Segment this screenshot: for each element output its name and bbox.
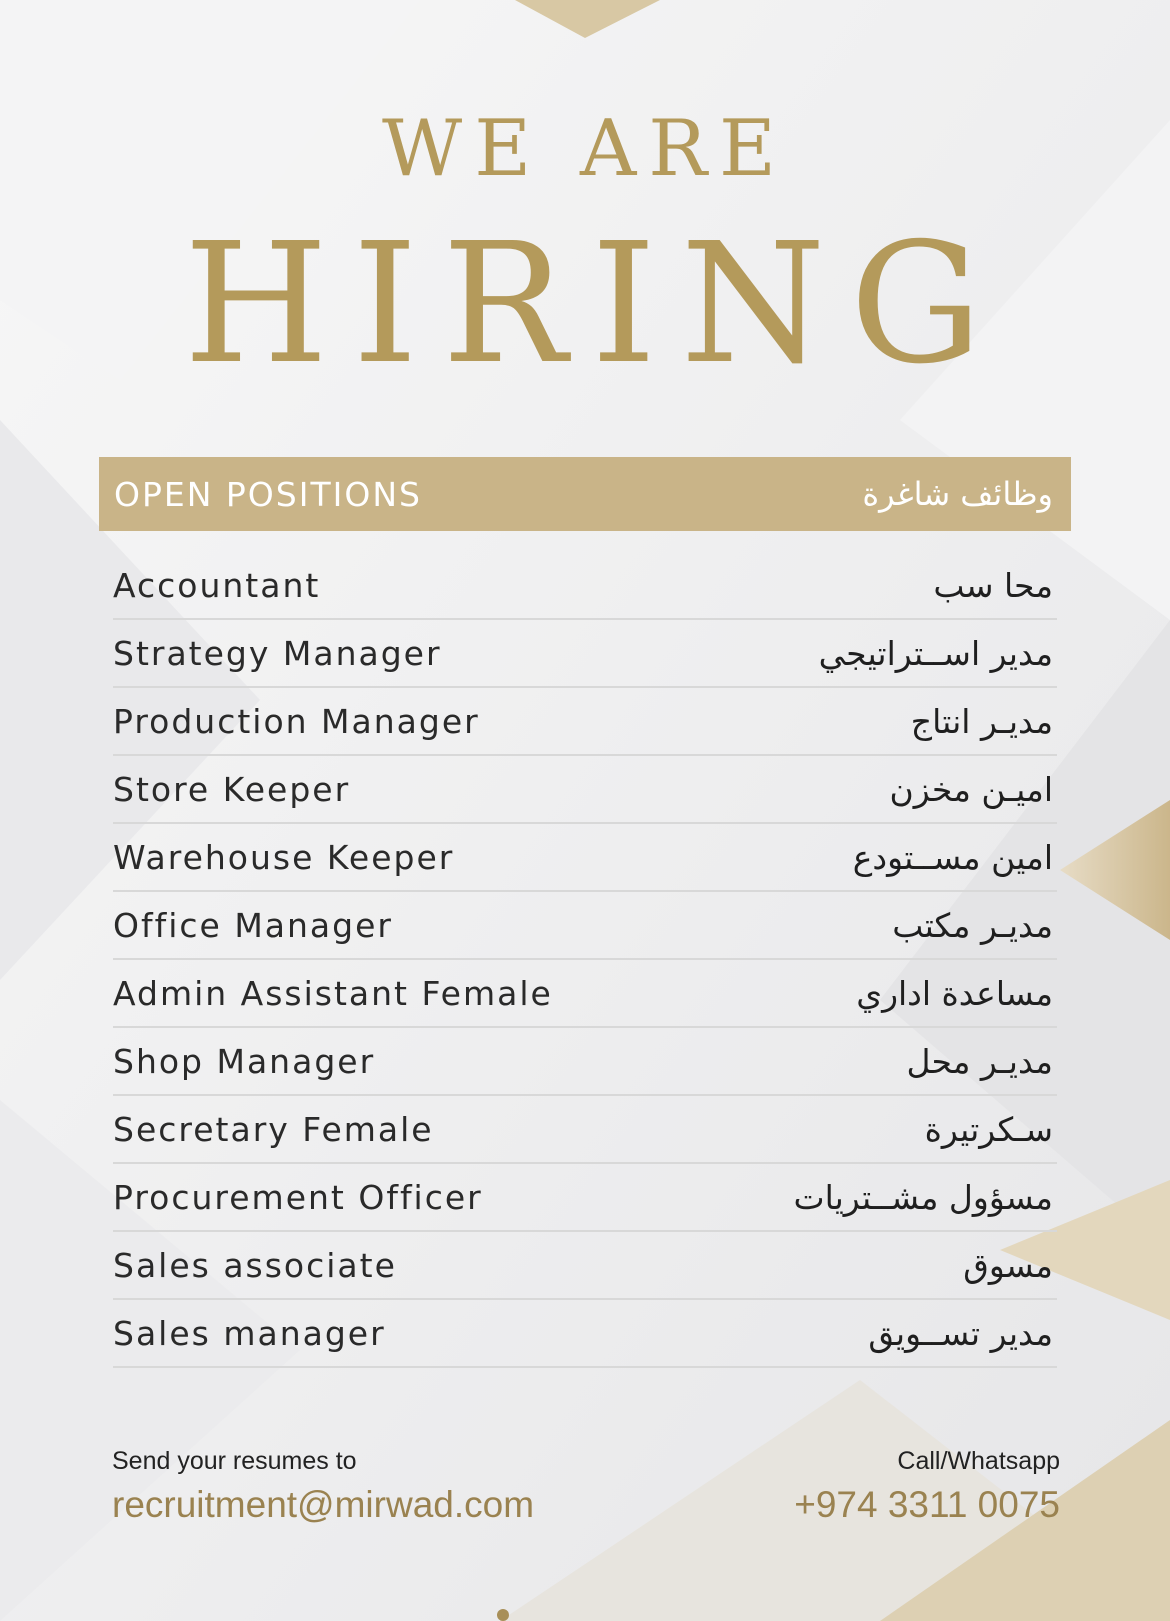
phone-label: Call/Whatsapp: [897, 1447, 1060, 1475]
positions-list: [113, 552, 1057, 1368]
position-title-ar: امين مســتودع: [852, 837, 1053, 877]
position-title-en: Shop Manager: [113, 1041, 376, 1081]
position-title-ar: مديـر انتاج: [910, 701, 1053, 741]
email-label: Send your resumes to: [112, 1447, 357, 1475]
position-title-ar: مديـر محل: [906, 1041, 1053, 1081]
position-row: [113, 1096, 1057, 1164]
position-title-en: Accountant: [113, 565, 321, 605]
position-row: [113, 1028, 1057, 1096]
email-contact: [112, 1447, 534, 1526]
position-title-en: Office Manager: [113, 905, 393, 945]
position-row: [113, 620, 1057, 688]
position-title-ar: مديـر مكتب: [892, 905, 1053, 945]
position-title-en: Secretary Female: [113, 1109, 434, 1149]
position-title-ar: اميـن مخزن: [889, 769, 1053, 809]
open-positions-label-en: OPEN POSITIONS: [114, 474, 422, 514]
position-row: [113, 688, 1057, 756]
position-row: [113, 824, 1057, 892]
position-row: [113, 552, 1057, 620]
heading-hiring: HIRING: [183, 208, 1007, 401]
position-title-ar: مسوق: [963, 1245, 1053, 1285]
position-title-ar: محا سب: [933, 565, 1053, 605]
open-positions-header: [99, 457, 1071, 531]
position-title-en: Sales associate: [113, 1245, 397, 1285]
position-title-en: Production Manager: [113, 701, 480, 741]
position-row: [113, 1232, 1057, 1300]
position-row: [113, 1300, 1057, 1368]
position-title-en: Store Keeper: [113, 769, 351, 809]
position-title-en: Procurement Officer: [113, 1177, 483, 1217]
position-row: [113, 756, 1057, 824]
position-title-en: Sales manager: [113, 1313, 386, 1353]
heading-we-are: WE ARE: [382, 104, 788, 194]
position-title-ar: مساعدة اداري: [856, 973, 1053, 1013]
open-positions-label-ar: وظائف شاغرة: [862, 475, 1053, 513]
position-title-ar: مدير اســتراتيجي: [818, 633, 1053, 673]
position-title-en: Strategy Manager: [113, 633, 442, 673]
email-link[interactable]: recruitment@mirwad.com: [112, 1484, 535, 1525]
position-row: [113, 1164, 1057, 1232]
position-title-ar: سـكرتيرة: [924, 1109, 1053, 1149]
position-title-ar: مسؤول مشــتريات: [793, 1177, 1053, 1217]
position-title-ar: مدير تســويق: [868, 1313, 1053, 1353]
position-title-en: Warehouse Keeper: [113, 837, 455, 877]
phone-contact: [794, 1447, 1060, 1526]
position-row: [113, 960, 1057, 1028]
phone-number[interactable]: +974 3311 0075: [794, 1484, 1060, 1525]
position-title-en: Admin Assistant Female: [113, 973, 553, 1013]
position-row: [113, 892, 1057, 960]
